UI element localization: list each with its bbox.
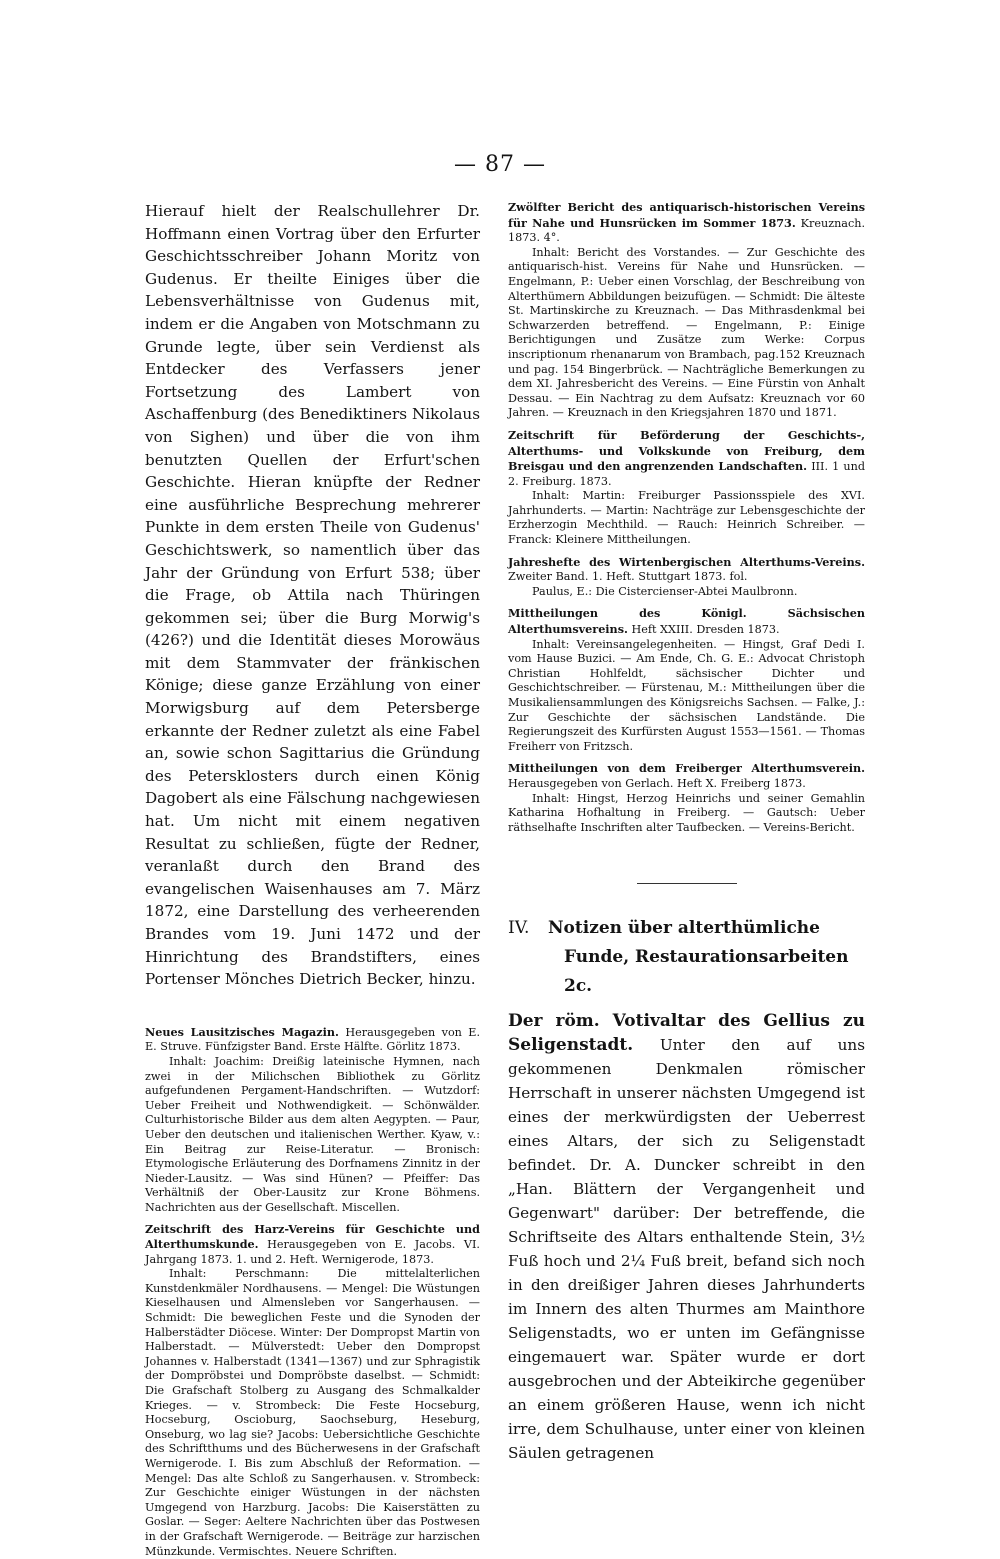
entry-contents: Inhalt: Hingst, Herzog Heinrichs und seiner Gemahlin Katharina Hofhaltung in Freiberg. — Gautsch: Ueber räthselhafte Inschriften alter Taufbecken. — Vereins-Bericht. [508, 792, 865, 836]
entry-details: Kreuznach. 1873. 4°. [508, 217, 865, 245]
entry-details: Heft XXIII. Dresden 1873. [631, 623, 779, 636]
periodical-entry [508, 428, 865, 548]
entry-contents: Inhalt: Vereinsangelegenheiten. — Hingst, Graf Dedi I. vom Hause Buzici. — Am Ende, Ch. G. E.: Advocat Christoph Christian Hohlfeldt, sächsischer Dichter und Geschichtschreiber. — Fürstenau, M.: Mittheilungen über die Musikaliensammlungen des Königsreichs Sachsen. — Falke, J.: Zur Geschichte der sächsischen Landstände. Die Regierungszeit des Kurfürsten August 1553—1561. — Thomas Freiherr von Fritzsch. [508, 638, 865, 755]
periodical-entry [145, 1222, 480, 1559]
entry-contents: Paulus, E.: Die Cistercienser-Abtei Maulbronn. [508, 585, 865, 600]
entry-contents: Inhalt: Martin: Freiburger Passionsspiele des XVI. Jahrhunderts. — Martin: Nachträge zur Lebensgeschichte der Erzherzogin Mechthild. — Rauch: Heinrich Schreiber. — Franck: Kleinere Mittheilungen. [508, 489, 865, 547]
right-column [508, 200, 865, 1465]
entry-heading: Zeitschrift des Harz-Vereins für Geschichte und Alterthumskunde. [145, 1222, 480, 1252]
article-heading: Der röm. Votivaltar des Gellius zu Seligenstadt. [508, 1011, 865, 1055]
entry-heading: Mittheilungen von dem Freiberger Alterthumsverein. [508, 761, 865, 775]
periodical-entry [508, 761, 865, 835]
entry-heading: Jahreshefte des Wirtenbergischen Alterthums-Vereins. [508, 555, 865, 569]
entry-contents: Inhalt: Joachim: Dreißig lateinische Hymnen, nach zwei in der Milichschen Bibliothek zu Görlitz aufgefundenen Pergament-Handschriften. — Wutzdorf: Ueber Freiheit und Nothwendigkeit. — Schönwälder. Culturhistorische Bilder aus dem alten Aegypten. — Paur, Ueber den deutschen und italienischen Werther. Kyaw, v.: Ein Beitrag zur Reise-Literatur. — Bronisch: Etymologische Erläuterung des Dorfnamens Zinnitz in der Nieder-Lausitz. — Was sind Hünen? — Pfeiffer: Das Verhältniß der Ober-Lausitz zur Krone Böhmens. Nachrichten aus der Gesellschaft. Miscellen. [145, 1055, 480, 1216]
section-number: IV. [508, 914, 548, 943]
article-paragraph [508, 1009, 865, 1465]
periodical-entry [508, 606, 865, 754]
periodical-entry [508, 555, 865, 600]
left-column [145, 200, 480, 1559]
section-divider [637, 883, 737, 884]
lead-paragraph: Hierauf hielt der Realschullehrer Dr. Hoffmann einen Vortrag über den Erfurter Geschichtsschreiber Johann Moritz von Gudenus. Er theilte Einiges über die Lebensverhältnisse von Gudenus mit, indem er die Angaben von Motschmann zu Grunde legte, über sein Verdienst als Entdecker des Verfassers jener Fortsetzung des Lambert von Aschaffenburg (des Benediktiners Nikolaus von Sighen) und über die von ihm benutzten Quellen der Erfurt'schen Geschichte. Hieran knüpfte der Redner eine ausführliche Besprechung mehrerer Punkte in dem ersten Theile von Gudenus' Geschichtswerk, so namentlich über das Jahr der Gründung von Erfurt 538; über die Frage, ob Attila nach Thüringen gekommen sei; über die Burg Morwig's (426?) und die Identität dieses Morowäus mit dem Stammvater der fränkischen Könige; diese ganze Erzählung von einer Morwigsburg auf dem Petersberge erkannte der Redner zuletzt als eine Fabel an, sowie schon Sagittarius die Gründung des Petersklosters durch einen König Dagobert als eine Fälschung nachgewiesen hat. Um nicht mit einem negativen Resultat zu schließen, fügte der Redner, veranlaßt durch den Brand des evangelischen Waisenhauses am 7. März 1872, eine Darstellung des verheerenden Brandes vom 19. Juni 1472 und der Hinrichtung des Brandstifters, eines Portenser Mönches Dietrich Becker, hinzu. [145, 200, 480, 991]
entry-details: Herausgegeben von Gerlach. Heft X. Freiberg 1873. [508, 777, 806, 790]
entry-details: III. 1 und 2. Freiburg. 1873. [508, 460, 865, 488]
entry-details: Herausgegeben von E. E. Struve. Fünfzigster Band. Erste Hälfte. Görlitz 1873. [145, 1026, 480, 1054]
entry-details: Zweiter Band. 1. Heft. Stuttgart 1873. fol. [508, 570, 747, 583]
entry-heading: Mittheilungen des Königl. Sächsischen Alterthumsvereins. [508, 606, 865, 636]
section-title: Notizen über alterthümliche Funde, Restaurationsarbeiten 2c. [548, 918, 848, 996]
periodical-entry [145, 1025, 480, 1216]
periodical-entry [508, 200, 865, 421]
article-text: Unter den auf uns gekommenen Denkmalen römischer Herrschaft in unserer nächsten Umgegend ist eines der merkwürdigsten der Ueberrest eines Altars, der sich zu Seligenstadt befindet. Dr. A. Duncker schreibt in den „Han. Blättern der Vergangenheit und Gegenwart" darüber: Der betreffende, die Schriftseite des Altars enthaltende Stein, 3½ Fuß hoch und 2¼ Fuß breit, befand sich noch in den dreißiger Jahren dieses Jahrhunderts im Innern des alten Thurmes am Mainthore Seligenstadts, wo er unten im Gefängnisse eingemauert war. Später wurde er dort ausgebrochen und der Abteikirche gegenüber an einem größeren Hause, wenn ich nicht irre, dem Schulhause, unter einer von kleinen Säulen getragenen [508, 1036, 865, 1462]
entry-heading: Zeitschrift für Beförderung der Geschichts-, Alterthums- und Volkskunde von Freiburg, dem Breisgau und den angrenzenden Landschaften. [508, 428, 865, 473]
entry-heading: Zwölfter Bericht des antiquarisch-historischen Vereins für Nahe und Hunsrücken im Sommer 1873. [508, 200, 865, 230]
entry-heading: Neues Lausitzisches Magazin. [145, 1025, 339, 1039]
entry-contents: Inhalt: Perschmann: Die mittelalterlichen Kunstdenkmäler Nordhausens. — Mengel: Die Wüstungen Kieselhausen und Almensleben vor Sangerhausen. — Schmidt: Die beweglichen Feste und die Synoden der Halberstädter Diöcese. Winter: Der Dompropst Martin von Halberstadt. — Mülverstedt: Ueber den Dompropst Johannes v. Halberstadt (1341—1367) und zur Sphragistik der Dompröbstei und Dompröbste daselbst. — Schmidt: Die Grafschaft Stolberg zu Ausgang des Schmalkalder Krieges. — v. Strombeck: Die Feste Hocseburg, Hocseburg, Oscioburg, Saochseburg, Heseburg, Onseburg, wo lag sie? Jacobs: Uebersichtliche Geschichte des Schriftthums und des Bücherwesens in der Grafschaft Wernigerode. I. Bis zum Abschluß der Reformation. — Mengel: Das alte Schloß zu Sangerhausen. v. Strombeck: Zur Geschichte einiger Wüstungen in der nächsten Umgegend von Harzburg. Jacobs: Die Kaiserstätten zu Goslar. — Seger: Aeltere Nachrichten über das Postwesen in der Grafschaft Wernigerode. — Beiträge zur harzischen Münzkunde. Vermischtes. Neuere Schriften. [145, 1267, 480, 1559]
entry-details: Herausgegeben von E. Jacobs. VI. Jahrgang 1873. 1. und 2. Heft. Wernigerode, 1873. [145, 1238, 480, 1266]
page-number: — 87 — [0, 152, 1000, 177]
entry-contents: Inhalt: Bericht des Vorstandes. — Zur Geschichte des antiquarisch-hist. Vereins für Nahe und Hunsrücken. — Engelmann, P.: Ueber einen Vorschlag, der Beschreibung von Alterthümern Abbildungen beizufügen. — Schmidt: Die älteste St. Martinskirche zu Kreuznach. — Das Mithrasdenkmal bei Schwarzerden betreffend. — Engelmann, P.: Einige Berichtigungen und Zusätze zum Werke: Corpus inscriptionum rhenanarum von Brambach, pag.152 Kreuznach und pag. 154 Bingerbrück. — Nachträgliche Bemerkungen zu dem XI. Jahresbericht des Vereins. — Eine Fürstin von Anhalt Dessau. — Ein Nachtrag zu dem Aufsatz: Kreuznach vor 60 Jahren. — Kreuznach in den Kriegsjahren 1870 und 1871. [508, 246, 865, 421]
section-heading [508, 914, 865, 1001]
